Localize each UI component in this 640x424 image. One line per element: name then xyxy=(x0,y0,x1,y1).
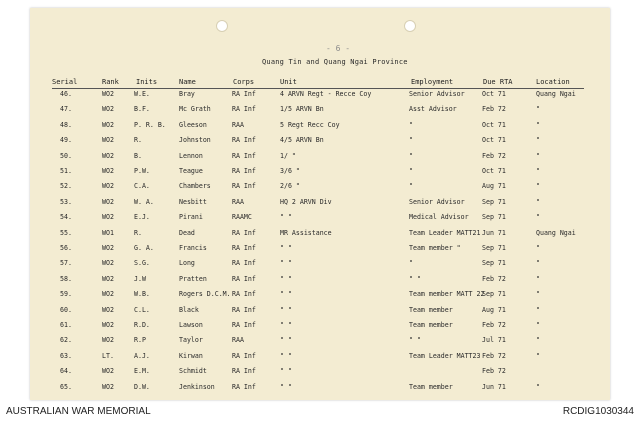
serial-cell: 52. xyxy=(60,182,72,191)
employment-cell: " xyxy=(409,182,413,191)
inits-cell: C.L. xyxy=(134,305,150,314)
inits-cell: R. xyxy=(134,136,142,145)
unit-cell: 1/ " xyxy=(280,151,296,160)
table-row xyxy=(30,244,610,256)
employment-cell: Medical Advisor xyxy=(409,213,469,222)
name-cell: Nesbitt xyxy=(179,197,207,206)
employment-cell: Senior Advisor xyxy=(409,197,465,206)
location-cell: " xyxy=(536,167,540,175)
due-cell: Feb 72 xyxy=(482,105,506,114)
due-cell: Jun 71 xyxy=(482,228,506,237)
name-cell: Bray xyxy=(179,90,195,98)
table-row xyxy=(30,275,610,287)
page-heading: Quang Tin and Quang Ngai Province xyxy=(262,58,408,66)
location-cell: " xyxy=(536,213,540,222)
corps-cell: RA Inf xyxy=(232,105,256,114)
rank-cell: WO2 xyxy=(102,259,114,268)
table-row xyxy=(30,321,610,333)
inits-cell: E.M. xyxy=(134,367,150,376)
name-cell: Mc Grath xyxy=(179,105,211,114)
corps-cell: RA Inf xyxy=(232,274,256,283)
punch-hole xyxy=(404,20,416,32)
table-row xyxy=(30,336,610,348)
location-cell: " xyxy=(536,336,540,345)
location-cell: " xyxy=(536,351,540,360)
table-row xyxy=(30,352,610,364)
inits-cell: A.J. xyxy=(134,351,150,360)
unit-cell: " " xyxy=(280,290,292,299)
column-header: Unit xyxy=(280,78,297,86)
corps-cell: RA Inf xyxy=(232,90,256,98)
name-cell: Pirani xyxy=(179,213,203,222)
corps-cell: RA Inf xyxy=(232,382,256,391)
corps-cell: RAAMC xyxy=(232,213,252,222)
table-row xyxy=(30,167,610,179)
document-page xyxy=(30,8,610,400)
table-row xyxy=(30,121,610,133)
employment-cell: " xyxy=(409,151,413,160)
employment-cell: Senior Advisor xyxy=(409,90,465,98)
unit-cell: " " xyxy=(280,274,292,283)
unit-cell: 1/5 ARVN Bn xyxy=(280,105,324,114)
name-cell: Lennon xyxy=(179,151,203,160)
name-cell: Taylor xyxy=(179,336,203,345)
employment-cell: " xyxy=(409,120,413,129)
name-cell: Rogers D.C.M. xyxy=(179,290,231,299)
corps-cell: RA Inf xyxy=(232,321,256,329)
inits-cell: C.A. xyxy=(134,182,150,191)
unit-cell: " " xyxy=(280,321,292,329)
column-header: Employment xyxy=(411,78,454,86)
column-header: Due RTA xyxy=(483,78,513,86)
inits-cell: P.W. xyxy=(134,167,150,175)
inits-cell: D.W. xyxy=(134,382,150,391)
column-header: Inits xyxy=(136,78,158,86)
name-cell: Gleeson xyxy=(179,120,207,129)
unit-cell: " " xyxy=(280,244,292,252)
location-cell: " xyxy=(536,321,540,329)
location-cell: " xyxy=(536,259,540,268)
unit-cell: " " xyxy=(280,382,292,391)
due-cell: Feb 72 xyxy=(482,274,506,283)
location-cell: " xyxy=(536,105,540,114)
punch-hole xyxy=(216,20,228,32)
due-cell: Sep 71 xyxy=(482,290,506,299)
rank-cell: WO2 xyxy=(102,336,114,345)
table-row xyxy=(30,229,610,241)
employment-cell: Asst Advisor xyxy=(409,105,457,114)
due-cell: Jun 71 xyxy=(482,382,506,391)
rank-cell: WO2 xyxy=(102,151,114,160)
rank-cell: WO2 xyxy=(102,197,114,206)
employment-cell: Team Leader MATT21 xyxy=(409,228,481,237)
due-cell: Oct 71 xyxy=(482,167,506,175)
employment-cell: Team member " xyxy=(409,244,461,252)
table-row xyxy=(30,259,610,271)
serial-cell: 61. xyxy=(60,321,72,329)
inits-cell: W. A. xyxy=(134,197,154,206)
table-row xyxy=(30,367,610,379)
rank-cell: WO2 xyxy=(102,305,114,314)
name-cell: Chambers xyxy=(179,182,211,191)
due-cell: Aug 71 xyxy=(482,305,506,314)
due-cell: Oct 71 xyxy=(482,120,506,129)
unit-cell: " " xyxy=(280,336,292,345)
rank-cell: WO2 xyxy=(102,367,114,376)
serial-cell: 55. xyxy=(60,228,72,237)
serial-cell: 51. xyxy=(60,167,72,175)
serial-cell: 57. xyxy=(60,259,72,268)
unit-cell: 3/6 " xyxy=(280,167,300,175)
inits-cell: G. A. xyxy=(134,244,154,252)
corps-cell: RA Inf xyxy=(232,351,256,360)
header-rule xyxy=(52,88,584,89)
name-cell: Schmidt xyxy=(179,367,207,376)
inits-cell: J.W xyxy=(134,274,146,283)
corps-cell: RA Inf xyxy=(232,290,256,299)
serial-cell: 59. xyxy=(60,290,72,299)
rank-cell: WO2 xyxy=(102,167,114,175)
footer-credit: AUSTRALIAN WAR MEMORIAL xyxy=(6,406,151,417)
employment-cell: Team member xyxy=(409,305,453,314)
rank-cell: WO2 xyxy=(102,382,114,391)
name-cell: Teague xyxy=(179,167,203,175)
name-cell: Kirwan xyxy=(179,351,203,360)
rank-cell: WO2 xyxy=(102,321,114,329)
unit-cell: 5 Regt Recc Coy xyxy=(280,120,340,129)
unit-cell: 4 ARVN Regt - Recce Coy xyxy=(280,90,372,98)
location-cell: " xyxy=(536,274,540,283)
name-cell: Black xyxy=(179,305,199,314)
table-row xyxy=(30,306,610,318)
corps-cell: RA Inf xyxy=(232,228,256,237)
corps-cell: RAA xyxy=(232,120,244,129)
unit-cell: 4/5 ARVN Bn xyxy=(280,136,324,145)
due-cell: Feb 72 xyxy=(482,321,506,329)
rank-cell: WO2 xyxy=(102,120,114,129)
employment-cell: Team member xyxy=(409,382,453,391)
inits-cell: E.J. xyxy=(134,213,150,222)
serial-cell: 48. xyxy=(60,120,72,129)
inits-cell: R.P xyxy=(134,336,146,345)
corps-cell: RA Inf xyxy=(232,151,256,160)
corps-cell: RA Inf xyxy=(232,244,256,252)
due-cell: Feb 72 xyxy=(482,151,506,160)
location-cell: " xyxy=(536,151,540,160)
serial-cell: 53. xyxy=(60,197,72,206)
unit-cell: HQ 2 ARVN Div xyxy=(280,197,332,206)
employment-cell: " " xyxy=(409,274,421,283)
name-cell: Pratten xyxy=(179,274,207,283)
location-cell: " xyxy=(536,136,540,145)
serial-cell: 47. xyxy=(60,105,72,114)
unit-cell: 2/6 " xyxy=(280,182,300,191)
column-header: Rank xyxy=(102,78,119,86)
name-cell: Long xyxy=(179,259,195,268)
table-row xyxy=(30,213,610,225)
location-cell: " xyxy=(536,305,540,314)
serial-cell: 63. xyxy=(60,351,72,360)
location-cell: " xyxy=(536,197,540,206)
serial-cell: 64. xyxy=(60,367,72,376)
serial-cell: 58. xyxy=(60,274,72,283)
table-row xyxy=(30,182,610,194)
column-header: Location xyxy=(536,78,570,86)
rank-cell: WO2 xyxy=(102,105,114,114)
rank-cell: WO1 xyxy=(102,228,114,237)
employment-cell: Team Leader MATT23 xyxy=(409,351,481,360)
corps-cell: RA Inf xyxy=(232,259,256,268)
serial-cell: 62. xyxy=(60,336,72,345)
rank-cell: LT. xyxy=(102,351,114,360)
corps-cell: RA Inf xyxy=(232,367,256,376)
location-cell: Quang Ngai xyxy=(536,90,576,98)
rank-cell: WO2 xyxy=(102,213,114,222)
inits-cell: W.E. xyxy=(134,90,150,98)
inits-cell: S.G. xyxy=(134,259,150,268)
location-cell: " xyxy=(536,244,540,252)
corps-cell: RA Inf xyxy=(232,136,256,145)
due-cell: Feb 72 xyxy=(482,351,506,360)
location-cell: " xyxy=(536,120,540,129)
name-cell: Lawson xyxy=(179,321,203,329)
inits-cell: W.B. xyxy=(134,290,150,299)
due-cell: Feb 72 xyxy=(482,367,506,376)
due-cell: Oct 71 xyxy=(482,136,506,145)
unit-cell: " " xyxy=(280,305,292,314)
name-cell: Johnston xyxy=(179,136,211,145)
column-header: Corps xyxy=(233,78,255,86)
location-cell: " xyxy=(536,382,540,391)
name-cell: Francis xyxy=(179,244,207,252)
corps-cell: RA Inf xyxy=(232,305,256,314)
rank-cell: WO2 xyxy=(102,136,114,145)
rank-cell: WO2 xyxy=(102,182,114,191)
serial-cell: 49. xyxy=(60,136,72,145)
rank-cell: WO2 xyxy=(102,290,114,299)
due-cell: Sep 71 xyxy=(482,244,506,252)
column-header: Name xyxy=(179,78,196,86)
due-cell: Oct 71 xyxy=(482,90,506,98)
inits-cell: B. xyxy=(134,151,142,160)
table-row xyxy=(30,105,610,117)
corps-cell: RAA xyxy=(232,336,244,345)
serial-cell: 56. xyxy=(60,244,72,252)
unit-cell: MR Assistance xyxy=(280,228,332,237)
inits-cell: R.D. xyxy=(134,321,150,329)
table-row xyxy=(30,290,610,302)
employment-cell: " xyxy=(409,259,413,268)
unit-cell: " " xyxy=(280,259,292,268)
due-cell: Sep 71 xyxy=(482,213,506,222)
due-cell: Aug 71 xyxy=(482,182,506,191)
due-cell: Sep 71 xyxy=(482,259,506,268)
location-cell: " xyxy=(536,290,540,299)
name-cell: Dead xyxy=(179,228,195,237)
employment-cell: Team member xyxy=(409,321,453,329)
inits-cell: B.F. xyxy=(134,105,150,114)
footer-id: RCDIG1030344 xyxy=(562,406,634,417)
location-cell: Quang Ngai xyxy=(536,228,576,237)
rank-cell: WO2 xyxy=(102,244,114,252)
due-cell: Sep 71 xyxy=(482,197,506,206)
table-row xyxy=(30,136,610,148)
table-row xyxy=(30,152,610,164)
table-row xyxy=(30,90,610,102)
employment-cell: " xyxy=(409,136,413,145)
serial-cell: 60. xyxy=(60,305,72,314)
employment-cell: " xyxy=(409,167,413,175)
location-cell: " xyxy=(536,182,540,191)
column-header: Serial xyxy=(52,78,78,86)
unit-cell: " " xyxy=(280,367,292,376)
rank-cell: WO2 xyxy=(102,274,114,283)
serial-cell: 54. xyxy=(60,213,72,222)
page-mark: - 6 - xyxy=(326,44,351,53)
inits-cell: R. xyxy=(134,228,142,237)
serial-cell: 50. xyxy=(60,151,72,160)
corps-cell: RAA xyxy=(232,197,244,206)
table-row xyxy=(30,383,610,395)
employment-cell: " " xyxy=(409,336,421,345)
unit-cell: " " xyxy=(280,213,292,222)
corps-cell: RA Inf xyxy=(232,182,256,191)
table-row xyxy=(30,198,610,210)
serial-cell: 46. xyxy=(60,90,72,98)
serial-cell: 65. xyxy=(60,382,72,391)
unit-cell: " " xyxy=(280,351,292,360)
name-cell: Jenkinson xyxy=(179,382,215,391)
rank-cell: WO2 xyxy=(102,90,114,98)
employment-cell: Team member MATT 22 xyxy=(409,290,485,299)
due-cell: Jul 71 xyxy=(482,336,506,345)
inits-cell: P. R. B. xyxy=(134,120,166,129)
corps-cell: RA Inf xyxy=(232,167,256,175)
